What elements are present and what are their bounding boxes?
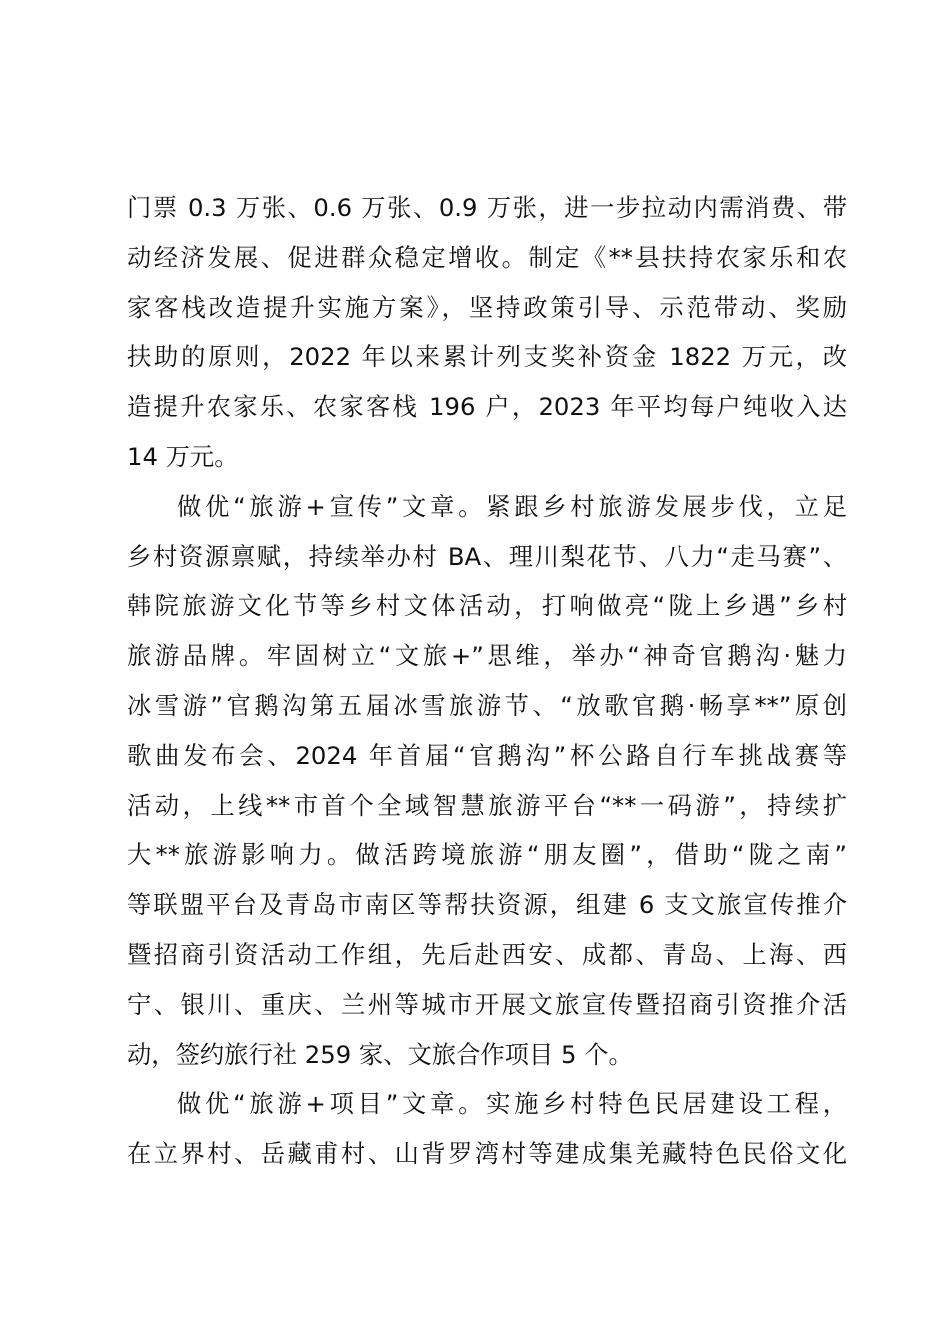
text-line: 家客栈改造提升实施方案》，坚持政策引导、示范带动、奖励 <box>127 292 847 322</box>
text-line: 活动，上线**市首个全域智慧旅游平台“**一码游”，持续扩 <box>127 790 847 820</box>
body-text <box>127 183 847 1179</box>
paragraph-3 <box>127 1079 847 1179</box>
text-line: 冰雪游”官鹅沟第五届冰雪旅游节、“放歌官鹅·畅享**”原创 <box>127 690 847 720</box>
text-line: 扶助的原则，2022 年以来累计列支奖补资金 1822 万元，改 <box>127 342 847 372</box>
text-line: 门票 0.3 万张、0.6 万张、0.9 万张，进一步拉动内需消费、带 <box>127 193 847 222</box>
text-line: 造提升农家乐、农家客栈 196 户，2023 年平均每户纯收入达 <box>127 392 847 422</box>
text-line: 韩院旅游文化节等乡村文体活动，打响做亮“陇上乡遇”乡村 <box>127 591 847 621</box>
paragraph-2 <box>127 482 847 1080</box>
text-line: 在立界村、岳藏甫村、山背罗湾村等建成集羌藏特色民俗文化 <box>127 1139 847 1169</box>
text-line: 等联盟平台及青岛市南区等帮扶资源，组建 6 支文旅宣传推介 <box>127 890 847 920</box>
text-line: 做优“旅游+项目”文章。实施乡村特色民居建设工程， <box>177 1089 847 1119</box>
text-line: 动，签约旅行社 259 家、文旅合作项目 5 个。 <box>127 1039 633 1069</box>
text-line: 乡村资源禀赋，持续举办村 BA、理川梨花节、八力“走马赛”、 <box>127 541 847 571</box>
text-line: 宁、银川、重庆、兰州等城市开展文旅宣传暨招商引资推介活 <box>127 989 847 1019</box>
text-line: 歌曲发布会、2024 年首届“官鹅沟”杯公路自行车挑战赛等 <box>127 740 847 770</box>
text-line: 旅游品牌。牢固树立“文旅+”思维，举办“神奇官鹅沟·魅力 <box>127 641 847 671</box>
paragraph-1 <box>127 183 847 482</box>
text-line: 大**旅游影响力。做活跨境旅游“朋友圈”，借助“陇之南” <box>127 840 847 870</box>
text-line: 暨招商引资活动工作组，先后赴西安、成都、青岛、上海、西 <box>127 939 847 969</box>
text-line: 做优“旅游+宣传”文章。紧跟乡村旅游发展步伐，立足 <box>177 491 847 521</box>
text-line: 14 万元。 <box>127 441 239 471</box>
text-line: 动经济发展、促进群众稳定增收。制定《**县扶持农家乐和农 <box>127 242 847 272</box>
